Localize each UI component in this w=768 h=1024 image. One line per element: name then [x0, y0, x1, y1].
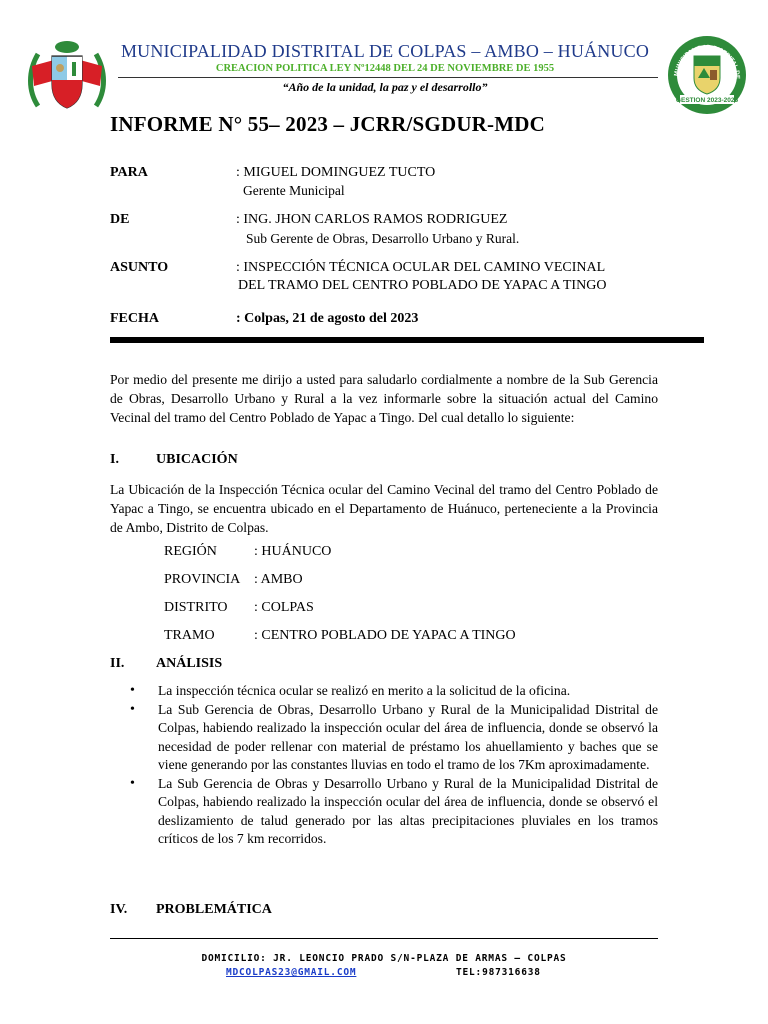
header-divider [118, 77, 658, 78]
location-value: : CENTRO POBLADO DE YAPAC A TINGO [254, 628, 516, 643]
list-item: • La Sub Gerencia de Obras y Desarrollo Urbano y Rural de la Municipalidad Distrital de Colpas, habiendo realizado la inspección ocular del área de influencia, donde se observó el deslizamiento de talud generado por las altas precipitaciones pluviales en los tramos críticos de los 7 km recorridos. [128, 775, 658, 849]
para-value: : MIGUEL DOMINGUEZ TUCTO [236, 165, 436, 180]
creation-law-line: CREACION POLITICA LEY Nº12448 DEL 24 DE NOVIEMBRE DE 1955 [215, 63, 555, 74]
intro-paragraph: Por medio del presente me dirijo a usted para saludarlo cordialmente a nombre de la Sub Gerencia de Obras, Desarrollo Urbano y Rural a la vez informarle sobre la situación actual del Camino Vecinal del tramo del Centro Poblado de Yapac a Tingo. Del cual detallo lo siguiente: [110, 372, 658, 425]
fecha-label: FECHA [110, 311, 159, 326]
municipality-title: MUNICIPALIDAD DISTRITAL DE COLPAS – AMBO – HUÁNUCO [120, 41, 650, 61]
location-row-distrito [164, 600, 314, 616]
location-row-tramo [164, 628, 516, 644]
seal-ring-text: MUNICIPALIDAD DISTRITAL DE [673, 44, 741, 80]
de-label: DE [110, 212, 130, 227]
list-item: • La Sub Gerencia de Obras, Desarrollo Urbano y Rural de la Municipalidad Distrital de Colpas, habiendo realizado la inspección ocular del área de influencia, donde se observó la necesidad de poder rellenar con material de préstamo los ahuellamiento y baches que se viene generando por las constantes lluvias en todo el tramo de los 7Km aproximadamente. [128, 701, 658, 775]
asunto-label: ASUNTO [110, 260, 169, 275]
location-key: REGIÓN [164, 544, 217, 559]
de-role: Sub Gerente de Obras, Desarrollo Urbano y Rural. [246, 231, 520, 246]
footer-address: DOMICILIO: JR. LEONCIO PRADO S/N-PLAZA DE ARMAS – COLPAS [201, 953, 567, 964]
peru-coat-of-arms-icon [24, 36, 110, 116]
location-value: : AMBO [254, 572, 303, 587]
section-number: IV. [110, 902, 128, 917]
municipality-seal-icon [666, 34, 748, 116]
ubicacion-paragraph: La Ubicación de la Inspección Técnica ocular del Camino Vecinal del tramo del Centro Poblado de Yapac a Tingo, se encuentra ubicado en el Departamento de Huánuco, perteneciente a la Provincia de Ambo, Distrito de Colpas. [110, 482, 658, 535]
para-role: Gerente Municipal [243, 183, 345, 198]
fecha-value: : Colpas, 21 de agosto del 2023 [236, 311, 419, 326]
seal-gestion-text: GESTION 2023-2026 [675, 97, 739, 104]
footer-divider [110, 938, 658, 939]
section-number: II. [110, 656, 125, 671]
para-label: PARA [110, 165, 148, 180]
section-title: ANÁLISIS [156, 656, 223, 671]
location-row-region [164, 544, 331, 560]
asunto-line-2: DEL TRAMO DEL CENTRO POBLADO DE YAPAC A TINGO [238, 278, 607, 293]
de-value: : ING. JHON CARLOS RAMOS RODRIGUEZ [236, 212, 508, 227]
year-motto: “Año de la unidad, la paz y el desarrollo” [282, 80, 488, 94]
analisis-bullet-list [128, 682, 658, 849]
location-key: TRAMO [164, 628, 215, 643]
section-title: UBICACIÓN [156, 452, 238, 467]
header-thick-divider [110, 337, 704, 343]
list-item: • La inspección técnica ocular se realizó en merito a la solicitud de la oficina. [128, 682, 658, 701]
section-problematica-heading [110, 902, 272, 918]
footer-phone: TEL:987316638 [456, 967, 541, 978]
section-ubicacion-heading [110, 452, 238, 468]
section-number: I. [110, 452, 119, 467]
report-title: INFORME N° 55– 2023 – JCRR/SGDUR-MDC [110, 112, 545, 136]
location-key: DISTRITO [164, 600, 228, 615]
location-key: PROVINCIA [164, 572, 241, 587]
section-analisis-heading [110, 656, 222, 672]
location-value: : HUÁNUCO [254, 544, 332, 559]
location-value: : COLPAS [254, 600, 314, 615]
section-title: PROBLEMÁTICA [156, 902, 272, 917]
footer-email-link[interactable]: MDCOLPAS23@GMAIL.COM [226, 967, 357, 978]
location-row-provincia [164, 572, 303, 588]
asunto-line-1: : INSPECCIÓN TÉCNICA OCULAR DEL CAMINO VECINAL [236, 260, 606, 275]
